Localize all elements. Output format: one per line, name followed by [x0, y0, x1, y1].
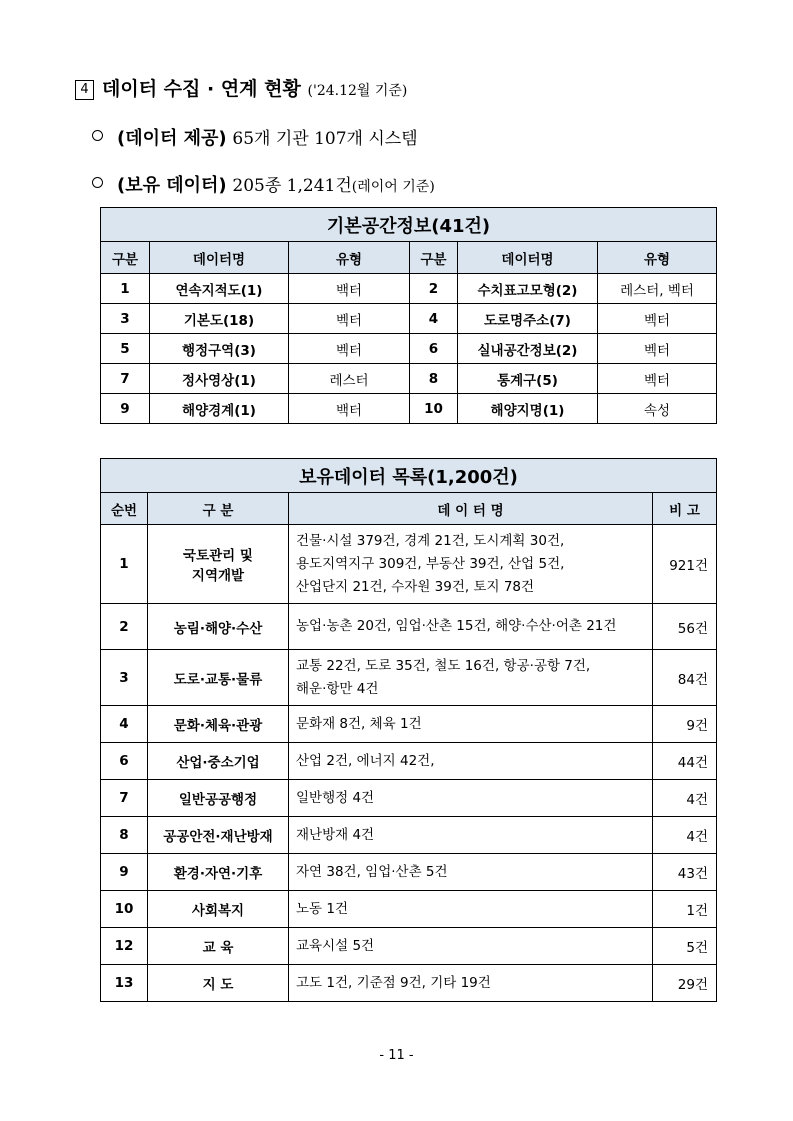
table-row	[101, 650, 717, 706]
data-type-cell: 벡터	[598, 304, 717, 334]
category-cell: 문화·체육·관광	[148, 706, 289, 743]
column-header: 데이터명	[458, 242, 598, 274]
data-name-cell: 해양경계(1)	[150, 394, 289, 424]
table-row	[101, 304, 717, 334]
data-name-cell: 정사영상(1)	[150, 364, 289, 394]
table-row	[101, 604, 717, 650]
table-row	[101, 274, 717, 304]
row-number: 4	[410, 304, 458, 334]
row-number: 7	[101, 780, 148, 817]
row-number: 6	[410, 334, 458, 364]
basic-spatial-info-table	[100, 207, 717, 424]
data-type-cell: 백터	[289, 394, 410, 424]
category-cell: 일반공공행정	[148, 780, 289, 817]
row-number: 8	[410, 364, 458, 394]
data-name-cell: 연속지적도(1)	[150, 274, 289, 304]
data-items-cell: 교통 22건, 도로 35건, 철도 16건, 항공·공항 7건, 해운·항만 4건	[289, 650, 653, 706]
remark-cell: 1건	[653, 891, 717, 928]
row-number: 10	[410, 394, 458, 424]
data-items-cell: 자연 38건, 임업·산촌 5건	[289, 854, 653, 891]
data-type-cell: 벡터	[289, 334, 410, 364]
data-items-cell: 일반행정 4건	[289, 780, 653, 817]
data-name-cell: 도로명주소(7)	[458, 304, 598, 334]
bullet-data-holdings: (보유 데이터) 205종 1,241건(레이어 기준)	[92, 171, 435, 197]
remark-cell: 9건	[653, 706, 717, 743]
table-caption: 보유데이터 목록(1,200건)	[101, 459, 717, 493]
remark-cell: 44건	[653, 743, 717, 780]
data-name-cell: 기본도(18)	[150, 304, 289, 334]
data-items-cell: 고도 1건, 기준점 9건, 기타 19건	[289, 965, 653, 1002]
table-row	[101, 394, 717, 424]
data-items-cell: 교육시설 5건	[289, 928, 653, 965]
category-cell: 농림·해양·수산	[148, 604, 289, 650]
table-caption: 기본공간정보(41건)	[101, 208, 717, 242]
data-type-cell: 벡터	[598, 334, 717, 364]
row-number: 3	[101, 650, 148, 706]
data-name-cell: 통계구(5)	[458, 364, 598, 394]
column-header: 구분	[101, 242, 150, 274]
table-row	[101, 854, 717, 891]
column-header: 구분	[410, 242, 458, 274]
column-header: 데 이 터 명	[289, 493, 653, 525]
bullet-circle-icon	[92, 177, 103, 188]
remark-cell: 43건	[653, 854, 717, 891]
data-type-cell: 레스터, 벡터	[598, 274, 717, 304]
table-row	[101, 364, 717, 394]
category-cell: 국토관리 및 지역개발	[148, 525, 289, 604]
page-number: - 11 -	[379, 1048, 414, 1063]
row-number: 7	[101, 364, 150, 394]
table-row	[101, 525, 717, 604]
row-number: 2	[410, 274, 458, 304]
column-header: 순번	[101, 493, 148, 525]
row-number: 1	[101, 274, 150, 304]
table-row	[101, 334, 717, 364]
column-header: 비 고	[653, 493, 717, 525]
remark-cell: 5건	[653, 928, 717, 965]
table-row	[101, 706, 717, 743]
table-row	[101, 743, 717, 780]
row-number: 9	[101, 854, 148, 891]
section-heading	[75, 74, 407, 101]
bullet-circle-icon	[92, 130, 103, 141]
row-number: 12	[101, 928, 148, 965]
data-items-cell: 산업 2건, 에너지 42건,	[289, 743, 653, 780]
data-name-cell: 실내공간정보(2)	[458, 334, 598, 364]
row-number: 9	[101, 394, 150, 424]
data-name-cell: 수치표고모형(2)	[458, 274, 598, 304]
column-header: 데이터명	[150, 242, 289, 274]
remark-cell: 4건	[653, 780, 717, 817]
row-number: 8	[101, 817, 148, 854]
data-name-cell: 해양지명(1)	[458, 394, 598, 424]
data-type-cell: 레스터	[289, 364, 410, 394]
section-date-note: ('24.12월 기준)	[307, 83, 408, 99]
table-row	[101, 817, 717, 854]
category-cell: 교 육	[148, 928, 289, 965]
remark-cell: 84건	[653, 650, 717, 706]
data-type-cell: 백터	[289, 274, 410, 304]
holding-data-list-table	[100, 458, 717, 1002]
column-header: 유형	[289, 242, 410, 274]
section-title: 데이터 수집 · 연계 현황	[102, 78, 301, 100]
remark-cell: 921건	[653, 525, 717, 604]
row-number: 13	[101, 965, 148, 1002]
row-number: 3	[101, 304, 150, 334]
category-cell: 사회복지	[148, 891, 289, 928]
row-number: 4	[101, 706, 148, 743]
column-header: 구 분	[148, 493, 289, 525]
remark-cell: 29건	[653, 965, 717, 1002]
data-items-cell: 농업·농촌 20건, 임업·산촌 15건, 해양·수산·어촌 21건	[289, 604, 653, 650]
data-name-cell: 행정구역(3)	[150, 334, 289, 364]
table-row	[101, 928, 717, 965]
category-cell: 공공안전·재난방재	[148, 817, 289, 854]
data-items-cell: 문화재 8건, 체육 1건	[289, 706, 653, 743]
category-cell: 도로·교통·물류	[148, 650, 289, 706]
category-cell: 산업·중소기업	[148, 743, 289, 780]
table-row	[101, 780, 717, 817]
row-number: 6	[101, 743, 148, 780]
data-type-cell: 속성	[598, 394, 717, 424]
row-number: 10	[101, 891, 148, 928]
table-row	[101, 891, 717, 928]
data-items-cell: 재난방재 4건	[289, 817, 653, 854]
row-number: 5	[101, 334, 150, 364]
row-number: 2	[101, 604, 148, 650]
row-number: 1	[101, 525, 148, 604]
category-cell: 지 도	[148, 965, 289, 1002]
category-cell: 환경·자연·기후	[148, 854, 289, 891]
data-type-cell: 벡터	[289, 304, 410, 334]
section-number-box: 4	[75, 80, 94, 100]
data-items-cell: 노동 1건	[289, 891, 653, 928]
remark-cell: 4건	[653, 817, 717, 854]
column-header: 유형	[598, 242, 717, 274]
bullet-data-provision: (데이터 제공) 65개 기관 107개 시스템	[92, 124, 418, 150]
data-type-cell: 벡터	[598, 364, 717, 394]
data-items-cell: 건물·시설 379건, 경계 21건, 도시계획 30건, 용도지역지구 309건, 부동산 39건, 산업 5건, 산업단지 21건, 수자원 39건, 토지 78건	[289, 525, 653, 604]
table-row	[101, 965, 717, 1002]
remark-cell: 56건	[653, 604, 717, 650]
